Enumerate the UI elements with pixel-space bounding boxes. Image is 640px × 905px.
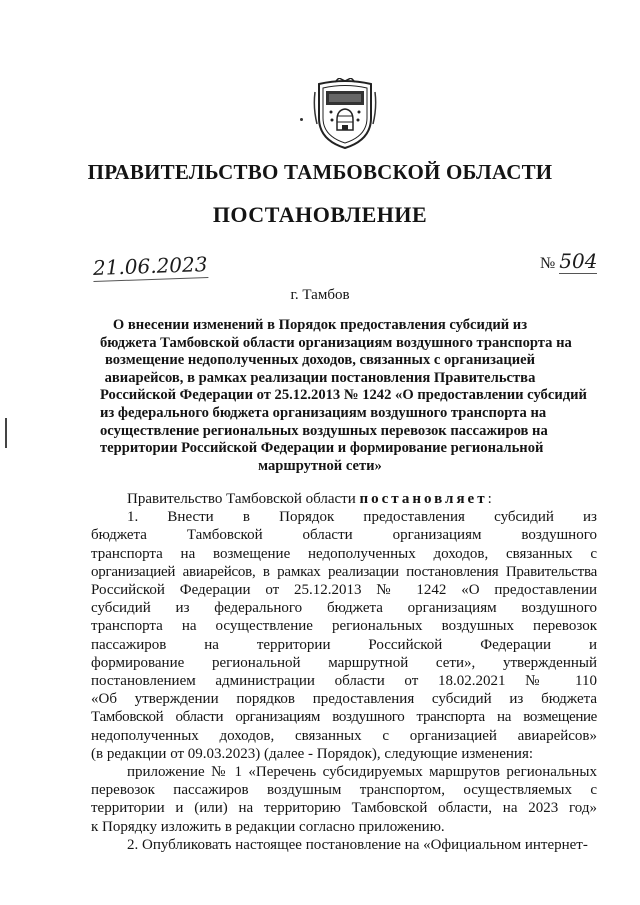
paragraph-1-line: «Об утверждении порядков предоставления субсидий из бюджета [91, 691, 597, 708]
paragraph-1-line: бюджета Тамбовской области организациям воздушного [91, 527, 597, 544]
title-line: О внесении изменений в Порядок предоставления субсидий из [112, 317, 528, 333]
document-type: ПОСТАНОВЛЕНИЕ [212, 202, 428, 227]
title-line: из федерального бюджета организациям воздушного транспорта на [100, 404, 547, 421]
paragraph-1-line: организацией авиарейсов, в рамках реализации постановления Правительства [91, 563, 597, 580]
title-line: Российской Федерации от 25.12.2013 № 1242 «О предоставлении субсидий [100, 387, 587, 404]
title-line: осуществление региональных воздушных перевозок пассажиров на [100, 422, 548, 439]
intro-line [91, 490, 597, 508]
paragraph-1-line: субсидий из федерального бюджета организациям воздушного [91, 600, 597, 617]
city: г. Тамбов [290, 287, 350, 303]
paragraph-1-line: недополученных доходов, связанных с организацией авиарейсов» [91, 727, 597, 744]
intro-suffix: : [487, 491, 492, 507]
paragraph-1-line: (в редакции от 09.03.2023) (далее - Порядок), следующие изменения: [91, 745, 534, 762]
coat-of-arms-emblem [313, 78, 377, 150]
title-line: бюджета Тамбовской области организациям воздушного транспорта на [100, 334, 572, 351]
intro-prefix: Правительство Тамбовской области [127, 491, 360, 507]
paragraph-1-line: Российской Федерации от 25.12.2013 № 1242 «О предоставлении [91, 582, 597, 599]
title-line: территории Российской Федерации и формирование региональной [100, 440, 544, 457]
document-number [540, 249, 597, 273]
title-line: авиарейсов, в рамках реализации постановления Правительства [104, 369, 536, 386]
paragraph-1-line: постановлением администрации области от 18.02.2021 № 110 [91, 673, 597, 690]
paragraph-2-line: территории и (или) на территорию Тамбовской области, на 2023 год» [91, 800, 597, 817]
paragraph-1-line: формирование региональной маршрутной сети», утвержденный [91, 654, 597, 671]
paragraph-2-line: перевозок пассажиров воздушным транспортом, осуществляемых с [91, 782, 597, 799]
number-sign: № [540, 255, 556, 272]
paragraph-1-line: пассажиров на территории Российской Федерации и [91, 636, 597, 653]
title-line: маршрутной сети» [258, 457, 382, 474]
government-title: ПРАВИТЕЛЬСТВО ТАМБОВСКОЙ ОБЛАСТИ [87, 160, 553, 184]
margin-mark [5, 418, 7, 448]
paragraph-1-line: транспорта на осуществление региональных воздушных перевозок [91, 618, 597, 635]
paragraph-1-line: транспорта на возмещение недополученных доходов, связанных с [91, 545, 597, 562]
resolution-title [100, 317, 587, 475]
handwritten-date: 21.06.2023 [92, 252, 208, 280]
paragraph-1-line: Тамбовской области организациям воздушного транспорта на возмещение [91, 709, 597, 726]
paragraph-3-line: 2. Опубликовать настоящее постановление на «Официальном интернет- [127, 836, 588, 853]
stray-dot [300, 118, 303, 121]
document-body [91, 490, 597, 854]
paragraph-1-line: 1. Внести в Порядок предоставления субсидий из [127, 509, 597, 526]
intro-spaced-word: постановляет [359, 491, 488, 507]
handwritten-number: 504 [559, 249, 598, 273]
paragraph-2-line: к Порядку изложить в редакции согласно приложению. [91, 818, 445, 835]
paragraph-2-line: приложение № 1 «Перечень субсидируемых маршрутов региональных [127, 764, 597, 781]
title-line: возмещение недополученных доходов, связанных с организацией [104, 352, 536, 369]
